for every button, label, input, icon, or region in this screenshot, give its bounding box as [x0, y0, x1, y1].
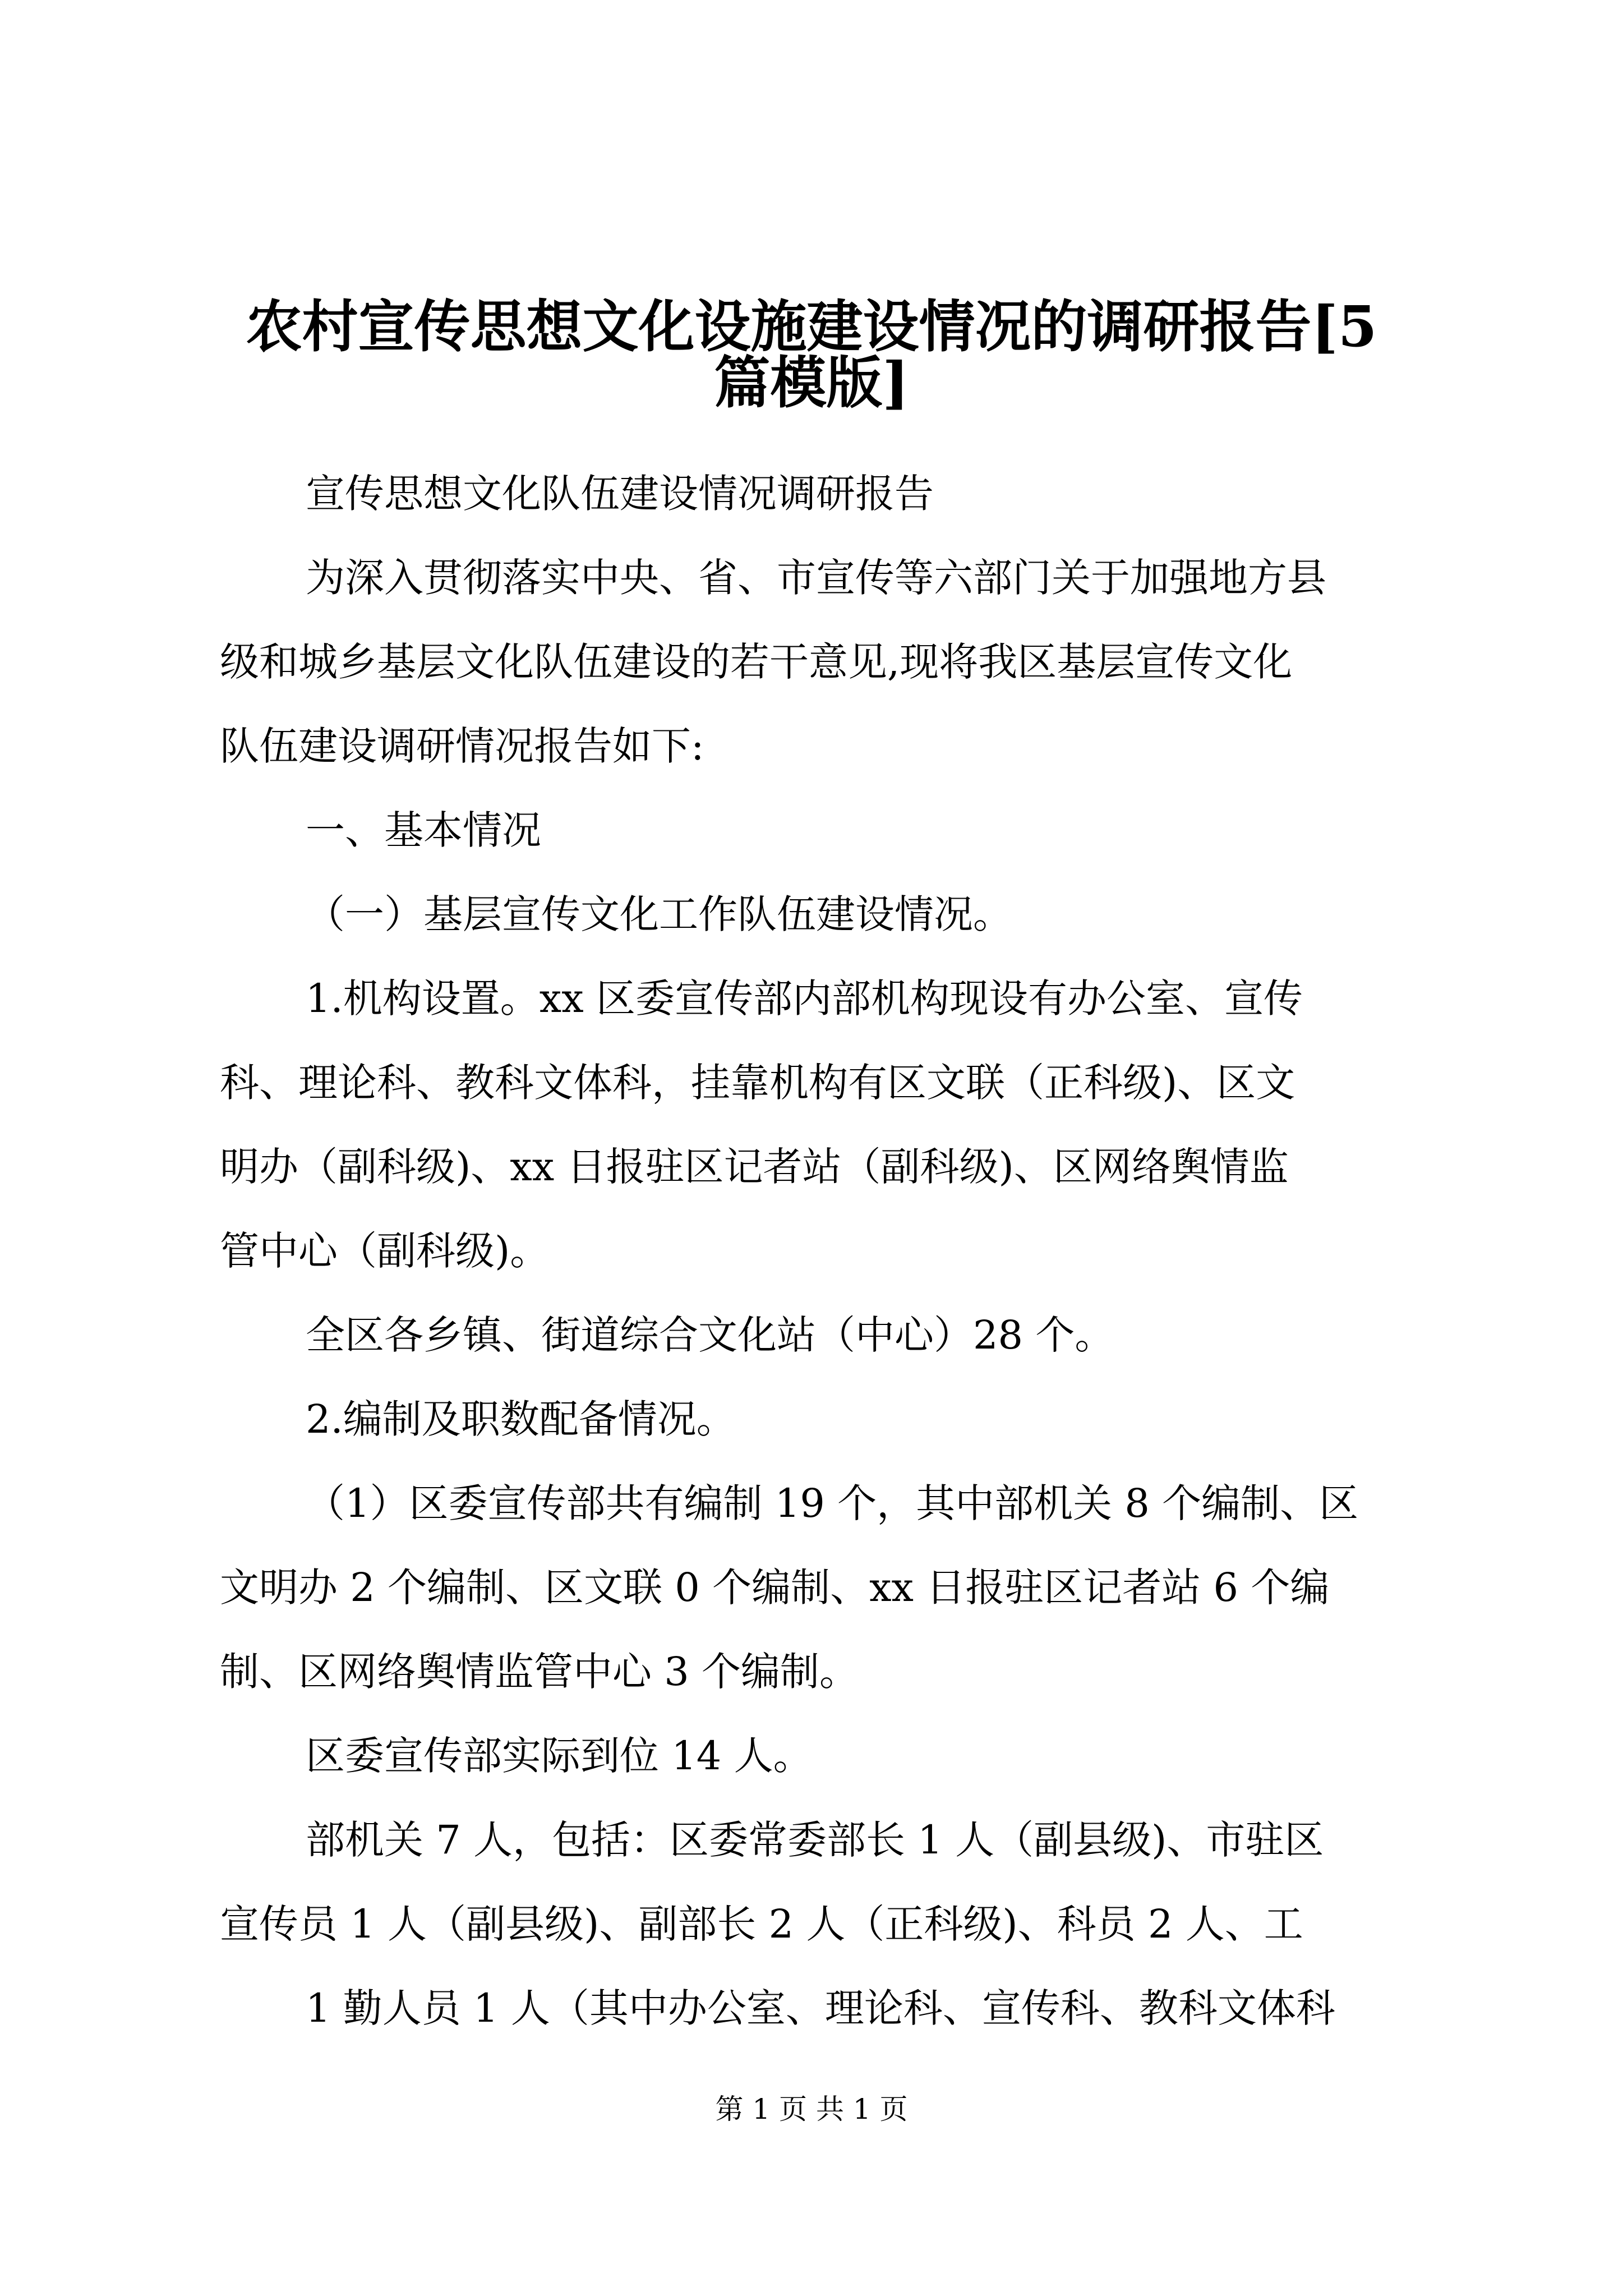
- paragraph-line: 1 勤人员 1 人（其中办公室、理论科、宣传科、教科文体科: [306, 1985, 1335, 2031]
- section-heading: 一、基本情况: [306, 807, 541, 853]
- paragraph-line: 明办（副科级)、xx 日报驻区记者站（副科级)、区网络舆情监: [220, 1144, 1289, 1190]
- paragraph-line: 级和城乡基层文化队伍建设的若干意见,现将我区基层宣传文化: [220, 639, 1293, 685]
- paragraph-line: 科、理论科、教科文体科，挂靠机构有区文联（正科级)、区文: [220, 1060, 1295, 1106]
- paragraph-line: 1.机构设置。xx 区委宣传部内部机构现设有办公室、宣传: [306, 976, 1303, 1022]
- paragraph-line: 2.编制及职数配备情况。: [306, 1396, 736, 1442]
- subtitle: 宣传思想文化队伍建设情况调研报告: [306, 471, 934, 517]
- paragraph-line: 文明办 2 个编制、区文联 0 个编制、xx 日报驻区记者站 6 个编: [220, 1565, 1330, 1611]
- paragraph-line: 制、区网络舆情监管中心 3 个编制。: [220, 1649, 859, 1695]
- paragraph-line: 部机关 7 人，包括：区委常委部长 1 人（副县级)、市驻区: [306, 1817, 1324, 1863]
- paragraph-line: 管中心（副科级)。: [220, 1228, 550, 1274]
- page-footer: 第 1 页 共 1 页: [715, 2093, 908, 2125]
- paragraph-line: 区委宣传部实际到位 14 人。: [306, 1733, 813, 1779]
- document-title-line-2: 篇模版]: [714, 349, 909, 416]
- paragraph-line: （1）区委宣传部共有编制 19 个，其中部机关 8 个编制、区: [306, 1480, 1359, 1526]
- paragraph-line: 全区各乡镇、街道综合文化站（中心）28 个。: [306, 1312, 1114, 1358]
- subsection-heading: （一）基层宣传文化工作队伍建设情况。: [306, 891, 1012, 937]
- document-title-line-1: 农村宣传思想文化设施建设情况的调研报告[5: [246, 293, 1377, 360]
- paragraph-line: 队伍建设调研情况报告如下:: [220, 723, 704, 769]
- paragraph-line: 宣传员 1 人（副县级)、副部长 2 人（正科级)、科员 2 人、工: [220, 1901, 1303, 1947]
- paragraph-line: 为深入贯彻落实中央、省、市宣传等六部门关于加强地方县: [306, 555, 1326, 601]
